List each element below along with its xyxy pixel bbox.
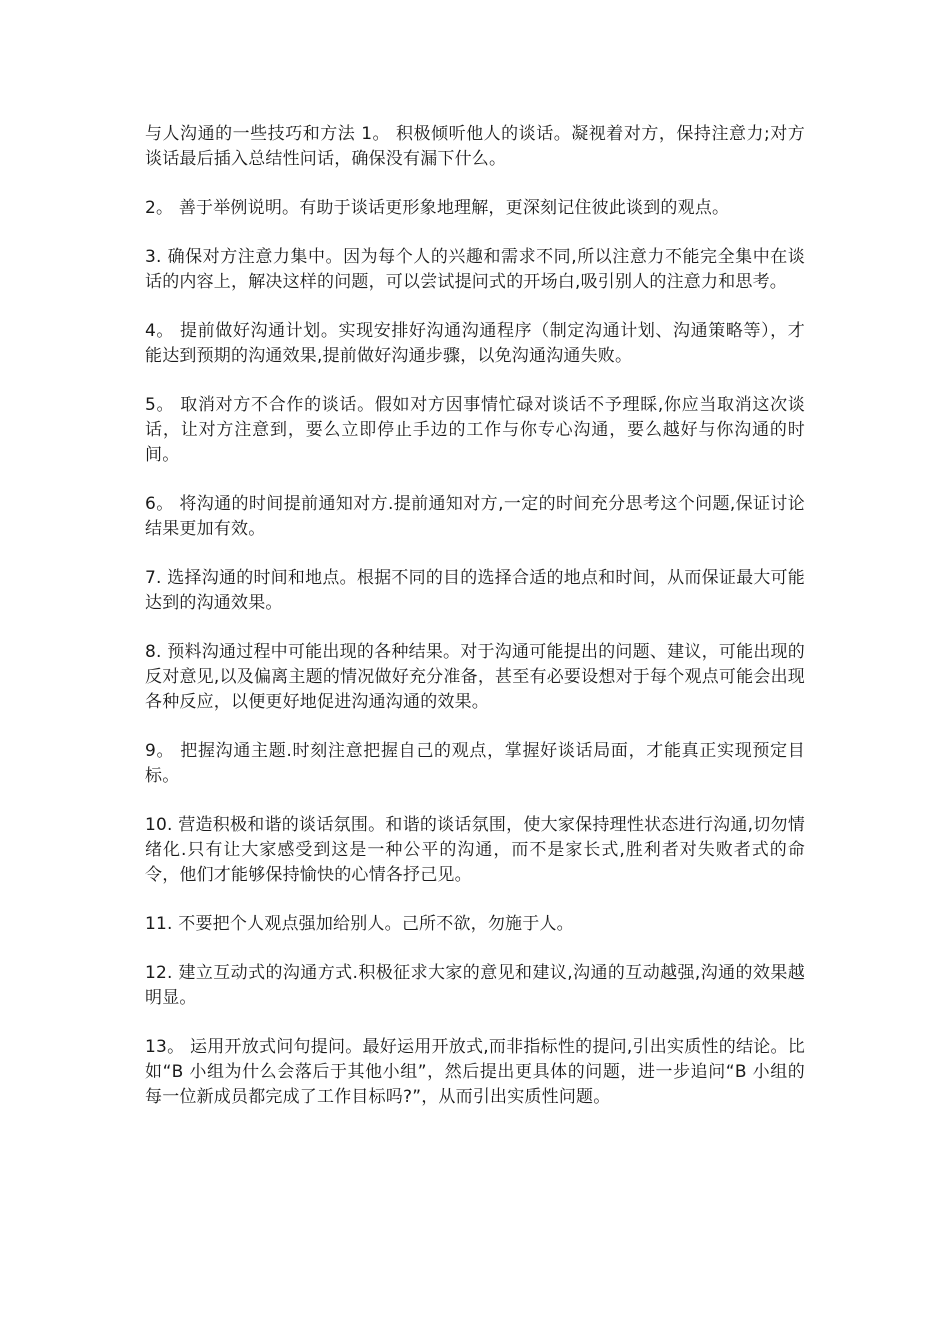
paragraph-intro-item-1: 与人沟通的一些技巧和方法 1。 积极倾听他人的谈话。凝视着对方，保持注意力;对方谈话最后插入总结性问话，确保没有漏下什么。	[145, 124, 805, 169]
paragraph-item-3: 3. 确保对方注意力集中。因为每个人的兴趣和需求不同,所以注意力不能完全集中在谈话的内容上，解决这样的问题，可以尝试提问式的开场白,吸引别人的注意力和思考。	[145, 247, 805, 292]
paragraph-item-7: 7. 选择沟通的时间和地点。根据不同的目的选择合适的地点和时间，从而保证最大可能达到的沟通效果。	[145, 568, 805, 613]
paragraph-item-11: 11. 不要把个人观点强加给别人。己所不欲，勿施于人。	[145, 914, 574, 934]
paragraph-item-5: 5。 取消对方不合作的谈话。假如对方因事情忙碌对谈话不予理睬,你应当取消这次谈话，让对方注意到，要么立即停止手边的工作与你专心沟通，要么越好与你沟通的时间。	[145, 395, 805, 465]
paragraph-item-12: 12. 建立互动式的沟通方式.积极征求大家的意见和建议,沟通的互动越强,沟通的效果越明显。	[145, 963, 805, 1008]
paragraph-item-10: 10. 营造积极和谐的谈话氛围。和谐的谈话氛围，使大家保持理性状态进行沟通,切勿情绪化.只有让大家感受到这是一种公平的沟通，而不是家长式,胜利者对失败者式的命令，他们才能够保持愉快的心情各抒己见。	[145, 815, 805, 885]
paragraph-item-4: 4。 提前做好沟通计划。实现安排好沟通沟通程序（制定沟通计划、沟通策略等），才能达到预期的沟通效果,提前做好沟通步骤，以免沟通沟通失败。	[145, 321, 805, 366]
paragraph-item-2: 2。 善于举例说明。有助于谈话更形象地理解，更深刻记住彼此谈到的观点。	[145, 198, 730, 218]
paragraph-item-13: 13。 运用开放式问句提问。最好运用开放式,而非指标性的提问,引出实质性的结论。比如“B 小组为什么会落后于其他小组”，然后提出更具体的问题，进一步追问“B 小组的每一位新成员都完成了工作目标吗?”，从而引出实质性问题。	[145, 1037, 805, 1107]
paragraph-item-8: 8. 预料沟通过程中可能出现的各种结果。对于沟通可能提出的问题、建议，可能出现的反对意见,以及偏离主题的情况做好充分准备，甚至有必要设想对于每个观点可能会出现各种反应，以便更好地促进沟通沟通的效果。	[145, 642, 805, 712]
document-body	[145, 122, 805, 1134]
paragraph-item-9: 9。 把握沟通主题.时刻注意把握自己的观点，掌握好谈话局面，才能真正实现预定目标。	[145, 741, 805, 786]
paragraph-item-6: 6。 将沟通的时间提前通知对方.提前通知对方,一定的时间充分思考这个问题,保证讨论结果更加有效。	[145, 494, 805, 539]
